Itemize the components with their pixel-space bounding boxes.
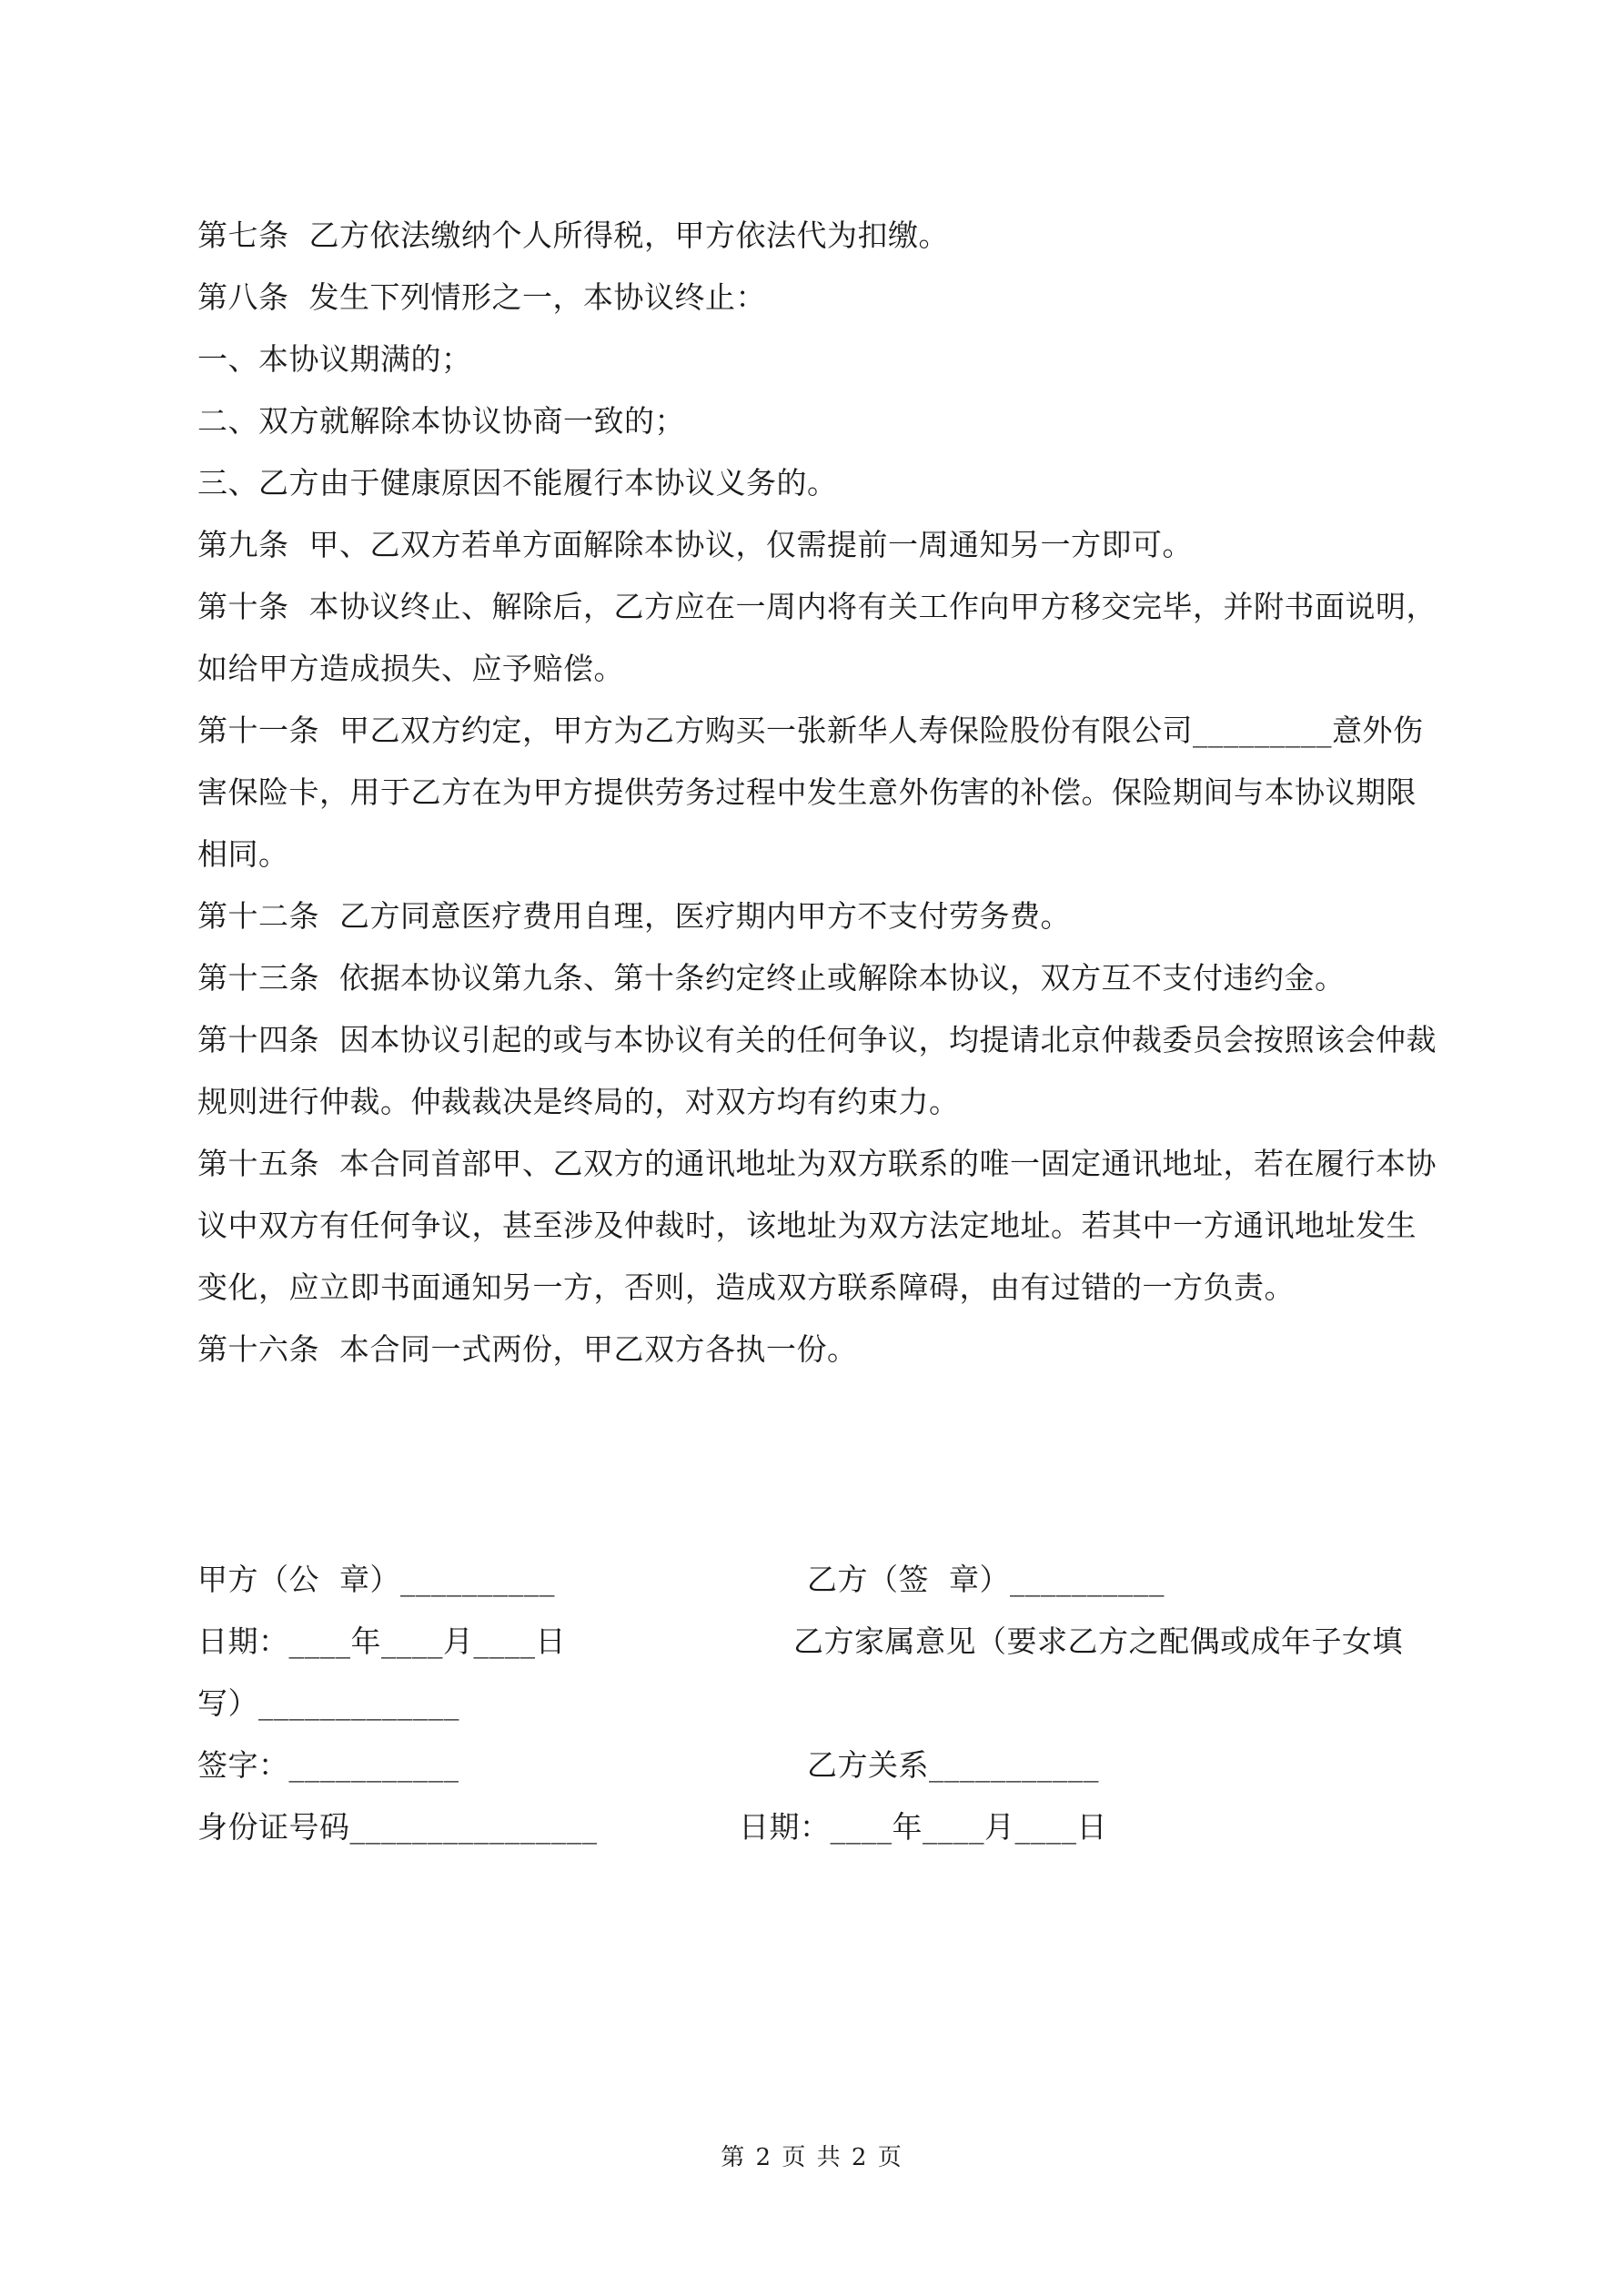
clause-9: 第九条 甲、乙双方若单方面解除本协议，仅需提前一周通知另一方即可。 bbox=[197, 527, 1193, 562]
clause-7: 第七条 乙方依法缴纳个人所得税，甲方依法代为扣缴。 bbox=[197, 217, 949, 253]
signature-block bbox=[197, 1549, 1440, 1858]
page-footer: 第 2 页 共 2 页 bbox=[721, 2144, 903, 2171]
signature-row bbox=[197, 1611, 1440, 1673]
clause-16: 第十六条 本合同一式两份，甲乙双方各执一份。 bbox=[197, 1331, 858, 1367]
party-a-seal: 甲方（公 章）__________ bbox=[197, 1562, 555, 1597]
contract-body bbox=[197, 205, 1440, 1381]
family-opinion-continued: 写）_____________ bbox=[197, 1685, 459, 1721]
family-date: 日期：____年____月____日 bbox=[739, 1809, 1107, 1845]
party-b-seal: 乙方（签 章）__________ bbox=[807, 1562, 1165, 1597]
clause-8: 第八条 发生下列情形之一，本协议终止： bbox=[197, 279, 766, 315]
signature-row bbox=[197, 1796, 1440, 1858]
clause-8-item-3: 三、乙方由于健康原因不能履行本协议义务的。 bbox=[197, 465, 838, 501]
signature-row bbox=[197, 1549, 1440, 1611]
clause-8-item-1: 一、本协议期满的； bbox=[197, 341, 472, 377]
family-signature: 签字：___________ bbox=[197, 1747, 459, 1783]
clause-8-item-2: 二、双方就解除本协议协商一致的； bbox=[197, 403, 685, 439]
clause-14: 第十四条 因本协议引起的或与本协议有关的任何争议，均提请北京仲裁委员会按照该会仲裁规则进行仲裁。仲裁裁决是终局的，对双方均有约束力。 bbox=[197, 1022, 1437, 1119]
clause-11: 第十一条 甲乙双方约定，甲方为乙方购买一张新华人寿保险股份有限公司_________意外伤害保险卡，用于乙方在为甲方提供劳务过程中发生意外伤害的补偿。保险期间与本协议期限相同。 bbox=[197, 713, 1424, 872]
clause-10: 第十条 本协议终止、解除后，乙方应在一周内将有关工作向甲方移交完毕，并附书面说明，如给甲方造成损失、应予赔偿。 bbox=[197, 589, 1437, 686]
party-a-date: 日期：____年____月____日 bbox=[197, 1623, 566, 1659]
signature-row bbox=[197, 1735, 1440, 1796]
relationship-field: 乙方关系___________ bbox=[807, 1747, 1099, 1783]
clause-12: 第十二条 乙方同意医疗费用自理，医疗期内甲方不支付劳务费。 bbox=[197, 898, 1071, 934]
clause-13: 第十三条 依据本协议第九条、第十条约定终止或解除本协议，双方互不支付违约金。 bbox=[197, 960, 1346, 996]
family-opinion-label: 乙方家属意见（要求乙方之配偶或成年子女填 bbox=[793, 1623, 1403, 1659]
signature-row bbox=[197, 1673, 1440, 1735]
id-number-field: 身份证号码________________ bbox=[197, 1809, 598, 1845]
clause-15: 第十五条 本合同首部甲、乙双方的通讯地址为双方联系的唯一固定通讯地址，若在履行本协议中双方有任何争议，甚至涉及仲裁时，该地址为双方法定地址。若其中一方通讯地址发生变化，应立即书面通知另一方，否则，造成双方联系障碍，由有过错的一方负责。 bbox=[197, 1146, 1437, 1305]
